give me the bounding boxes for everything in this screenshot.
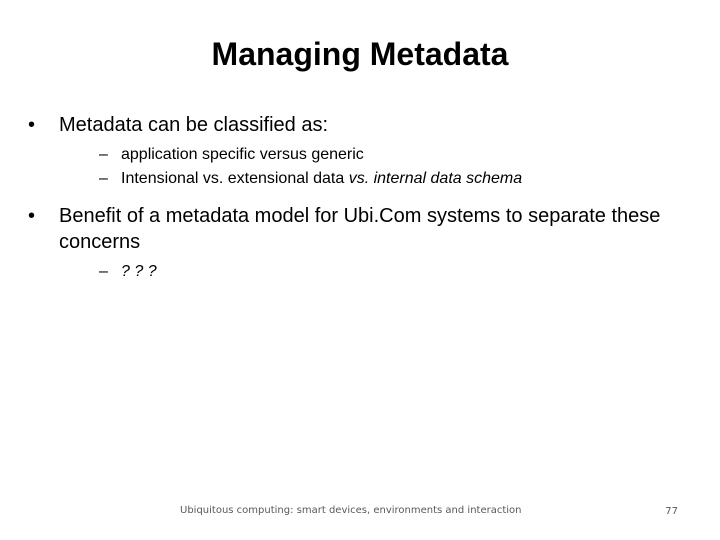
sub-bullet-item (59, 260, 688, 284)
bullet-item (28, 203, 688, 284)
bullet-text: Metadata can be classified as: (59, 114, 329, 136)
sub-bullet-item (59, 167, 688, 191)
sub-bullet-italic-text: ? ? ? (121, 263, 157, 280)
dash-marker: – (99, 170, 108, 187)
dash-marker: – (99, 146, 108, 163)
sub-bullet-text: Intensional vs. extensional data (121, 170, 349, 187)
bullet-text: Benefit of a metadata model for Ubi.Com systems to separate these concerns (59, 205, 661, 253)
sub-bullet-item (59, 143, 688, 167)
page-number: 77 (665, 506, 678, 517)
slide-footer: Ubiquitous computing: smart devices, environments and interaction (180, 505, 522, 516)
dash-marker: – (99, 263, 108, 280)
sub-bullet-italic-text: vs. internal data schema (348, 170, 523, 187)
bullet-marker: • (28, 114, 36, 136)
slide-title: Managing Metadata (211, 36, 509, 72)
sub-bullet-text: application specific versus generic (121, 146, 364, 163)
slide-content (28, 112, 688, 284)
sub-bullet-list (59, 143, 688, 191)
bullet-item (28, 112, 688, 191)
sub-bullet-list (59, 260, 688, 284)
bullet-marker: • (28, 205, 36, 227)
